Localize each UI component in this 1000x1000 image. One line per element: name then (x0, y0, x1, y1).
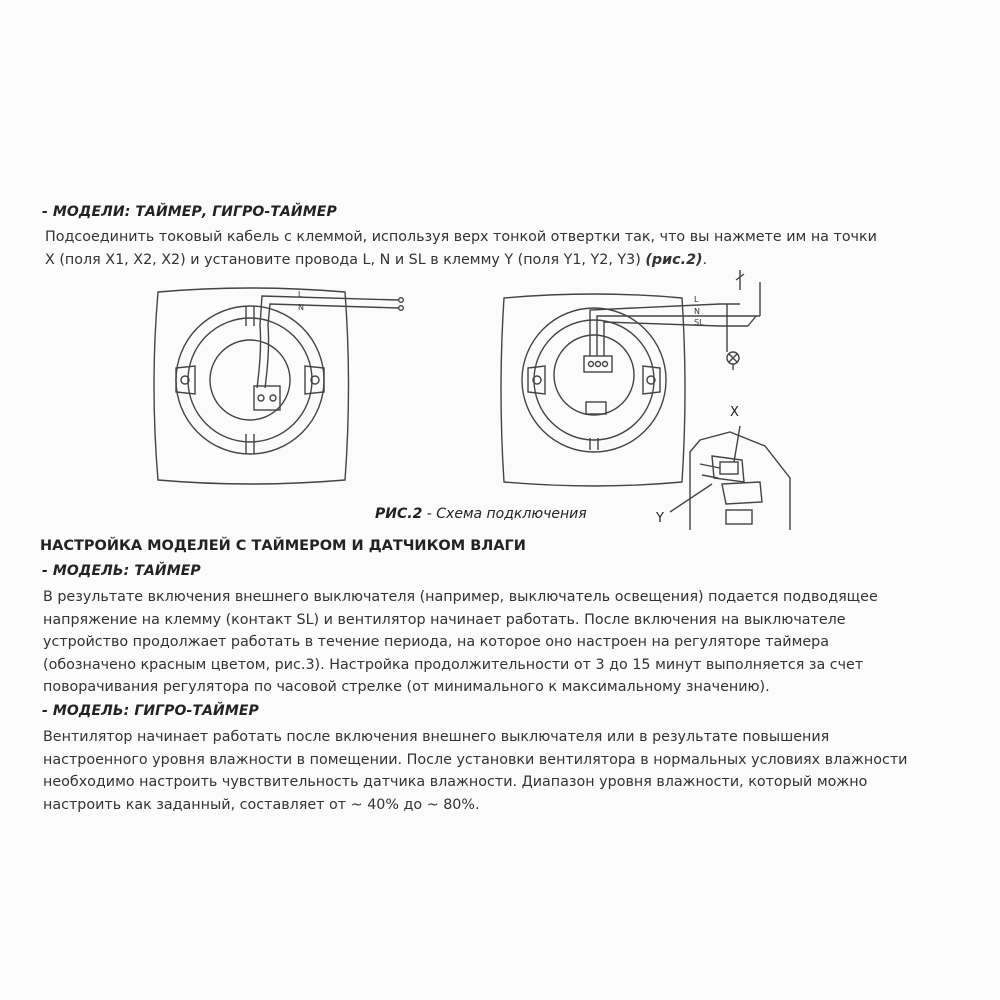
paragraph-line: настроенного уровня влажности в помещении. После установки вентилятора в нормальных условиях влажности (43, 751, 908, 768)
section-heading-timer: - МОДЕЛЬ: ТАЙМЕР (42, 563, 201, 579)
section-heading-hygro: - МОДЕЛЬ: ГИГРО-ТАЙМЕР (42, 703, 259, 719)
wire-label-L-right: L (694, 295, 699, 304)
paragraph-line: Вентилятор начинает работать после включения внешнего выключателя или в результате повышения (43, 729, 830, 745)
wire-label-SL-right: SL (694, 318, 704, 327)
paragraph-connection (45, 226, 877, 271)
figure-reference: (рис.2) (645, 251, 703, 268)
paragraph-line: устройство продолжает работать в течение периода, на которое оно настроен на регуляторе таймера (43, 634, 830, 650)
figure-caption-text: - Схема подключения (422, 506, 587, 522)
paragraph-line: В результате включения внешнего выключателя (например, выключатель освещения) подается подводящее (43, 589, 878, 605)
paragraph-line: поворачивания регулятора по часовой стрелке (от минимального к максимальному значению). (43, 679, 770, 695)
paragraph-line: напряжение на клемму (контакт SL) и вентилятор начинает работать. После включения на выключателе (43, 611, 846, 628)
paragraph-line: Подсоединить токовый кабель с клеммой, используя верх тонкой отвертки так, что вы нажмете им на точки (45, 229, 877, 245)
label-X: X (730, 405, 739, 420)
paragraph-timer (43, 586, 878, 699)
wire-label-N-right: N (694, 307, 700, 316)
paragraph-line: (обозначено красным цветом, рис.3). Настройка продолжительности от 3 до 15 минут выполняется за счет (43, 656, 864, 673)
paragraph-line: X (поля X1, X2, X2) и установите провода L, N и SL в клемму Y (поля Y1, Y2, Y3) (45, 251, 646, 268)
wire-label-L-left: L (298, 290, 303, 299)
section-heading-models-timer: - МОДЕЛИ: ТАЙМЕР, ГИГРО-ТАЙМЕР (42, 204, 337, 220)
figure-number: РИС.2 (375, 506, 423, 522)
paragraph-hygro (43, 726, 907, 816)
paragraph-line: необходимо настроить чувствительность датчика влажности. Диапазон уровня влажности, который можно (43, 774, 868, 790)
wiring-diagram (0, 270, 1000, 530)
end-punctuation: . (702, 251, 708, 268)
section-heading-setup: НАСТРОЙКА МОДЕЛЕЙ С ТАЙМЕРОМ И ДАТЧИКОМ ВЛАГИ (40, 538, 526, 554)
fan-panel-left (154, 288, 403, 484)
paragraph-line: настроить как заданный, составляет от ~ 40% до ~ 80%. (43, 796, 480, 813)
wire-label-N-left: N (298, 303, 304, 312)
paragraph-line-with-ref (45, 249, 877, 272)
figure-caption (375, 506, 587, 522)
label-Y: Y (656, 511, 664, 526)
terminal-detail-inset (670, 426, 790, 530)
fan-panel-right (501, 270, 760, 486)
